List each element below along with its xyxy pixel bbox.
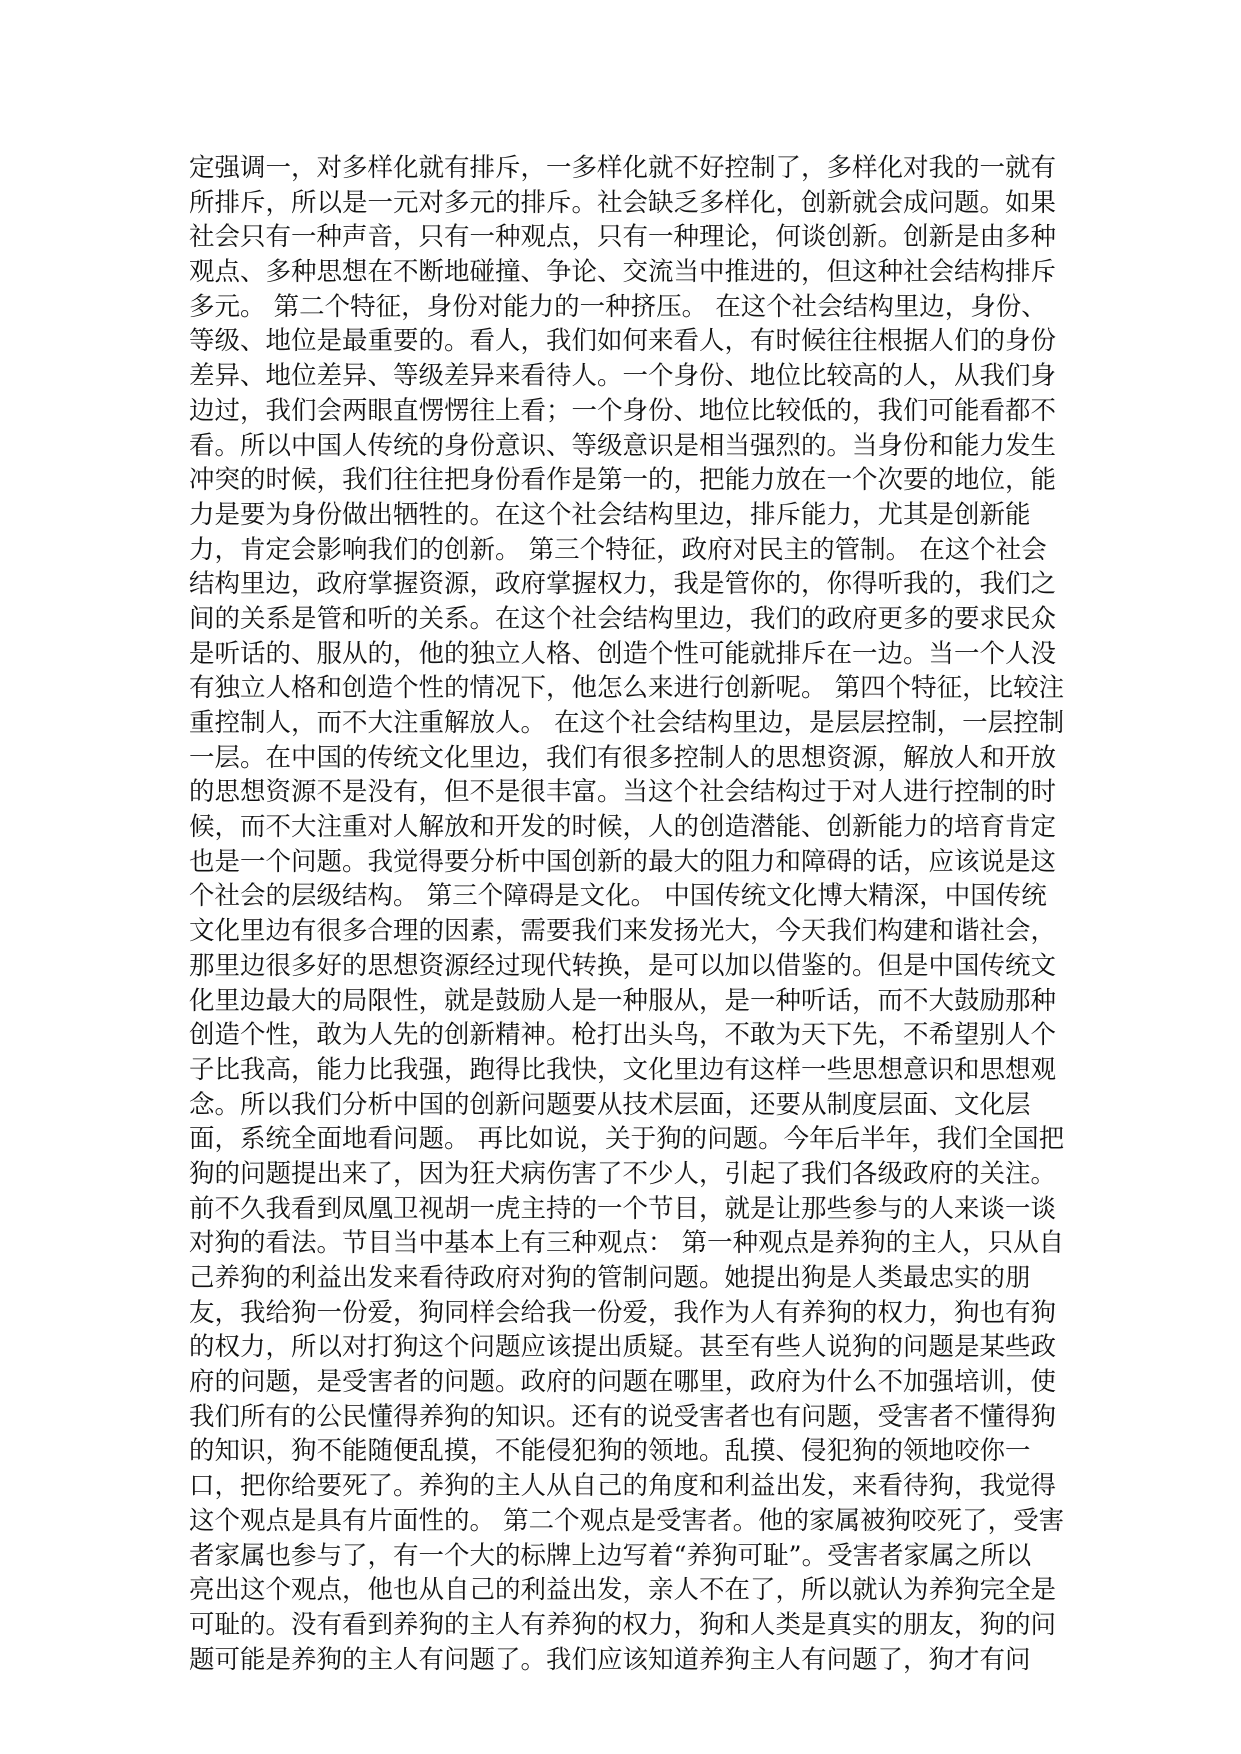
text-line: 题可能是养狗的主人有问题了。我们应该知道养狗主人有问题了，狗才有问: [189, 1644, 1031, 1675]
text-line: 观点、多种思想在不断地碰撞、争论、交流当中推进的，但这种社会结构排斥: [189, 257, 1057, 288]
text-line: 口，把你给要死了。养狗的主人从自己的角度和利益出发，来看待狗，我觉得: [189, 1471, 1057, 1502]
text-line: 也是一个问题。我觉得要分析中国创新的最大的阻力和障碍的话，应该说是这: [189, 846, 1057, 877]
text-line: 定强调一，对多样化就有排斥，一多样化就不好控制了，多样化对我的一就有: [189, 153, 1057, 183]
text-line: 狗的问题提出来了，因为狂犬病伤害了不少人，引起了我们各级政府的关注。: [189, 1158, 1057, 1189]
text-line: 的权力，所以对打狗这个问题应该提出质疑。甚至有些人说狗的问题是某些政: [189, 1332, 1057, 1363]
text-line: 化里边最大的局限性，就是鼓励人是一种服从，是一种听话，而不大鼓励那种: [189, 985, 1057, 1016]
text-line: 有独立人格和创造个性的情况下，他怎么来进行创新呢。 第四个特征，比较注: [189, 673, 1065, 704]
text-line: 创造个性，敢为人先的创新精神。枪打出头鸟，不敢为天下先，不希望别人个: [189, 1020, 1057, 1051]
text-line: 己养狗的利益出发来看待政府对狗的管制问题。她提出狗是人类最忠实的朋: [189, 1263, 1031, 1293]
text-line: 差异、地位差异、等级差异来看待人。一个身份、地位比较高的人，从我们身: [189, 361, 1057, 392]
text-line: 社会只有一种声音，只有一种观点，只有一种理论，何谈创新。创新是由多种: [189, 222, 1057, 253]
text-line: 前不久我看到凤凰卫视胡一虎主持的一个节目，就是让那些参与的人来谈一谈: [189, 1193, 1057, 1224]
text-line: 这个观点是具有片面性的。 第二个观点是受害者。他的家属被狗咬死了，受害: [189, 1505, 1065, 1536]
text-line: 结构里边，政府掌握资源，政府掌握权力，我是管你的，你得听我的，我们之: [189, 569, 1057, 600]
text-line: 的思想资源不是没有，但不是很丰富。当这个社会结构过于对人进行控制的时: [189, 777, 1057, 808]
text-line: 友，我给狗一份爱，狗同样会给我一份爱，我作为人有养狗的权力，狗也有狗: [189, 1297, 1057, 1328]
text-line: 念。所以我们分析中国的创新问题要从技术层面，还要从制度层面、文化层: [189, 1089, 1031, 1120]
text-line: 者家属也参与了，有一个大的标牌上边写着“养狗可耻”。受害者家属之所以: [189, 1540, 1032, 1571]
text-line: 可耻的。没有看到养狗的主人有养狗的权力，狗和人类是真实的朋友，狗的问: [189, 1609, 1057, 1640]
body-text: [189, 151, 1065, 1677]
text-line: 力是要为身份做出牺牲的。在这个社会结构里边，排斥能力，尤其是创新能: [189, 499, 1031, 530]
text-line: 间的关系是管和听的关系。在这个社会结构里边，我们的政府更多的要求民众: [189, 603, 1057, 634]
text-line: 个社会的层级结构。 第三个障碍是文化。 中国传统文化博大精深，中国传统: [189, 881, 1047, 912]
text-line: 等级、地位是最重要的。看人，我们如何来看人，有时候往往根据人们的身份: [189, 326, 1057, 357]
text-line: 我们所有的公民懂得养狗的知识。还有的说受害者也有问题，受害者不懂得狗: [189, 1401, 1057, 1432]
text-line: 亮出这个观点，他也从自己的利益出发，亲人不在了，所以就认为养狗完全是: [189, 1575, 1057, 1606]
text-line: 边过，我们会两眼直愣愣往上看；一个身份、地位比较低的，我们可能看都不: [189, 395, 1057, 426]
text-line: 力，肯定会影响我们的创新。 第三个特征，政府对民主的管制。 在这个社会: [189, 534, 1047, 565]
text-line: 所排斥，所以是一元对多元的排斥。社会缺乏多样化，创新就会成问题。如果: [189, 187, 1057, 218]
text-line: 冲突的时候，我们往往把身份看作是第一的，把能力放在一个次要的地位，能: [189, 465, 1057, 496]
text-line: 对狗的看法。节目当中基本上有三种观点： 第一种观点是养狗的主人，只从自: [189, 1228, 1065, 1259]
text-line: 一层。在中国的传统文化里边，我们有很多控制人的思想资源，解放人和开放: [189, 742, 1057, 773]
text-line: 候，而不大注重对人解放和开发的时候，人的创造潜能、创新能力的培育肯定: [189, 812, 1057, 843]
text-line: 子比我高，能力比我强，跑得比我快，文化里边有这样一些思想意识和思想观: [189, 1054, 1057, 1085]
text-line: 那里边很多好的思想资源经过现代转换，是可以加以借鉴的。但是中国传统文: [189, 950, 1057, 981]
text-line: 多元。 第二个特征，身份对能力的一种挤压。 在这个社会结构里边，身份、: [189, 291, 1047, 322]
text-line: 看。所以中国人传统的身份意识、等级意识是相当强烈的。当身份和能力发生: [189, 430, 1057, 461]
text-line: 是听话的、服从的，他的独立人格、创造个性可能就排斥在一边。当一个人没: [189, 638, 1057, 669]
text-line: 的知识，狗不能随便乱摸，不能侵犯狗的领地。乱摸、侵犯狗的领地咬你一: [189, 1436, 1031, 1467]
text-line: 府的问题，是受害者的问题。政府的问题在哪里，政府为什么不加强培训，使: [189, 1367, 1057, 1398]
text-line: 文化里边有很多合理的因素，需要我们来发扬光大，今天我们构建和谐社会，: [189, 916, 1057, 947]
text-line: 面，系统全面地看问题。 再比如说，关于狗的问题。今年后半年，我们全国把: [189, 1124, 1065, 1155]
text-line: 重控制人，而不大注重解放人。 在这个社会结构里边，是层层控制，一层控制: [189, 708, 1065, 738]
